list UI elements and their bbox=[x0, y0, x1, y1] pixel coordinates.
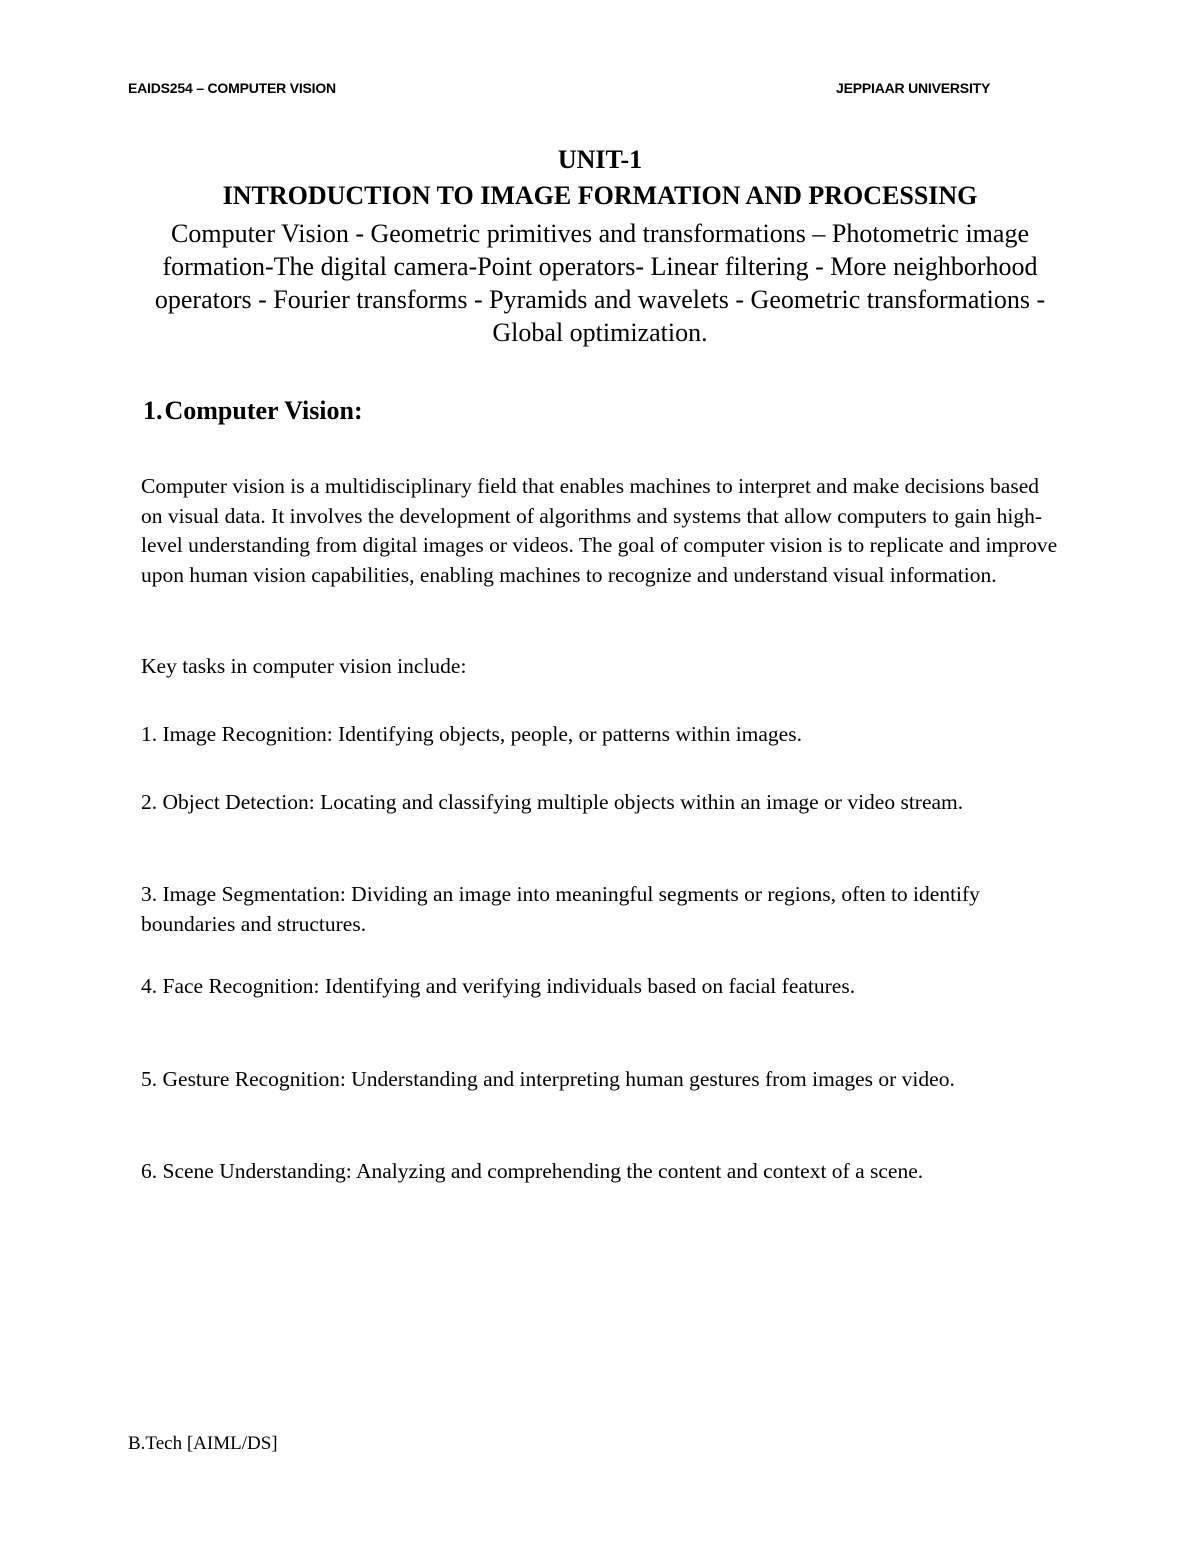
section-title: Computer Vision: bbox=[164, 396, 363, 425]
unit-subtitle: INTRODUCTION TO IMAGE FORMATION AND PROCESSING bbox=[222, 181, 978, 210]
footer-program: B.Tech [AIML/DS] bbox=[128, 1433, 278, 1454]
unit-title-block bbox=[100, 143, 1100, 349]
task-item: 1. Image Recognition: Identifying objects, people, or patterns within images. bbox=[141, 722, 802, 746]
task-item: 3. Image Segmentation: Dividing an image into meaningful segments or regions, often to identify boundaries and structures. bbox=[141, 882, 980, 936]
task-item: 4. Face Recognition: Identifying and verifying individuals based on facial features. bbox=[141, 974, 856, 998]
unit-title: UNIT-1 bbox=[557, 145, 643, 174]
header-university: JEPPIAAR UNIVERSITY bbox=[836, 80, 991, 96]
key-tasks-intro: Key tasks in computer vision include: bbox=[141, 654, 467, 678]
task-item: 5. Gesture Recognition: Understanding and interpreting human gestures from images or video. bbox=[141, 1067, 955, 1091]
section-number: 1. bbox=[143, 396, 163, 425]
header-course-code: EAIDS254 – COMPUTER VISION bbox=[128, 80, 336, 96]
unit-syllabus: Computer Vision - Geometric primitives and transformations – Photometric image formation-The digital camera-Point operators- Linear filtering - More neighborhood operators - Fourier transforms - Pyramids and wavelets - Geometric transformations - Global optimization. bbox=[154, 219, 1046, 347]
intro-paragraph: Computer vision is a multidisciplinary field that enables machines to interpret and make decisions based on visual data. It involves the development of algorithms and systems that allow computers to gain high-level understanding from digital images or videos. The goal of computer vision is to replicate and improve upon human vision capabilities, enabling machines to recognize and understand visual information. bbox=[141, 474, 1058, 587]
task-item: 6. Scene Understanding: Analyzing and comprehending the content and context of a scene. bbox=[141, 1159, 924, 1183]
section-heading bbox=[143, 395, 363, 427]
task-item: 2. Object Detection: Locating and classifying multiple objects within an image or video stream. bbox=[141, 790, 964, 814]
